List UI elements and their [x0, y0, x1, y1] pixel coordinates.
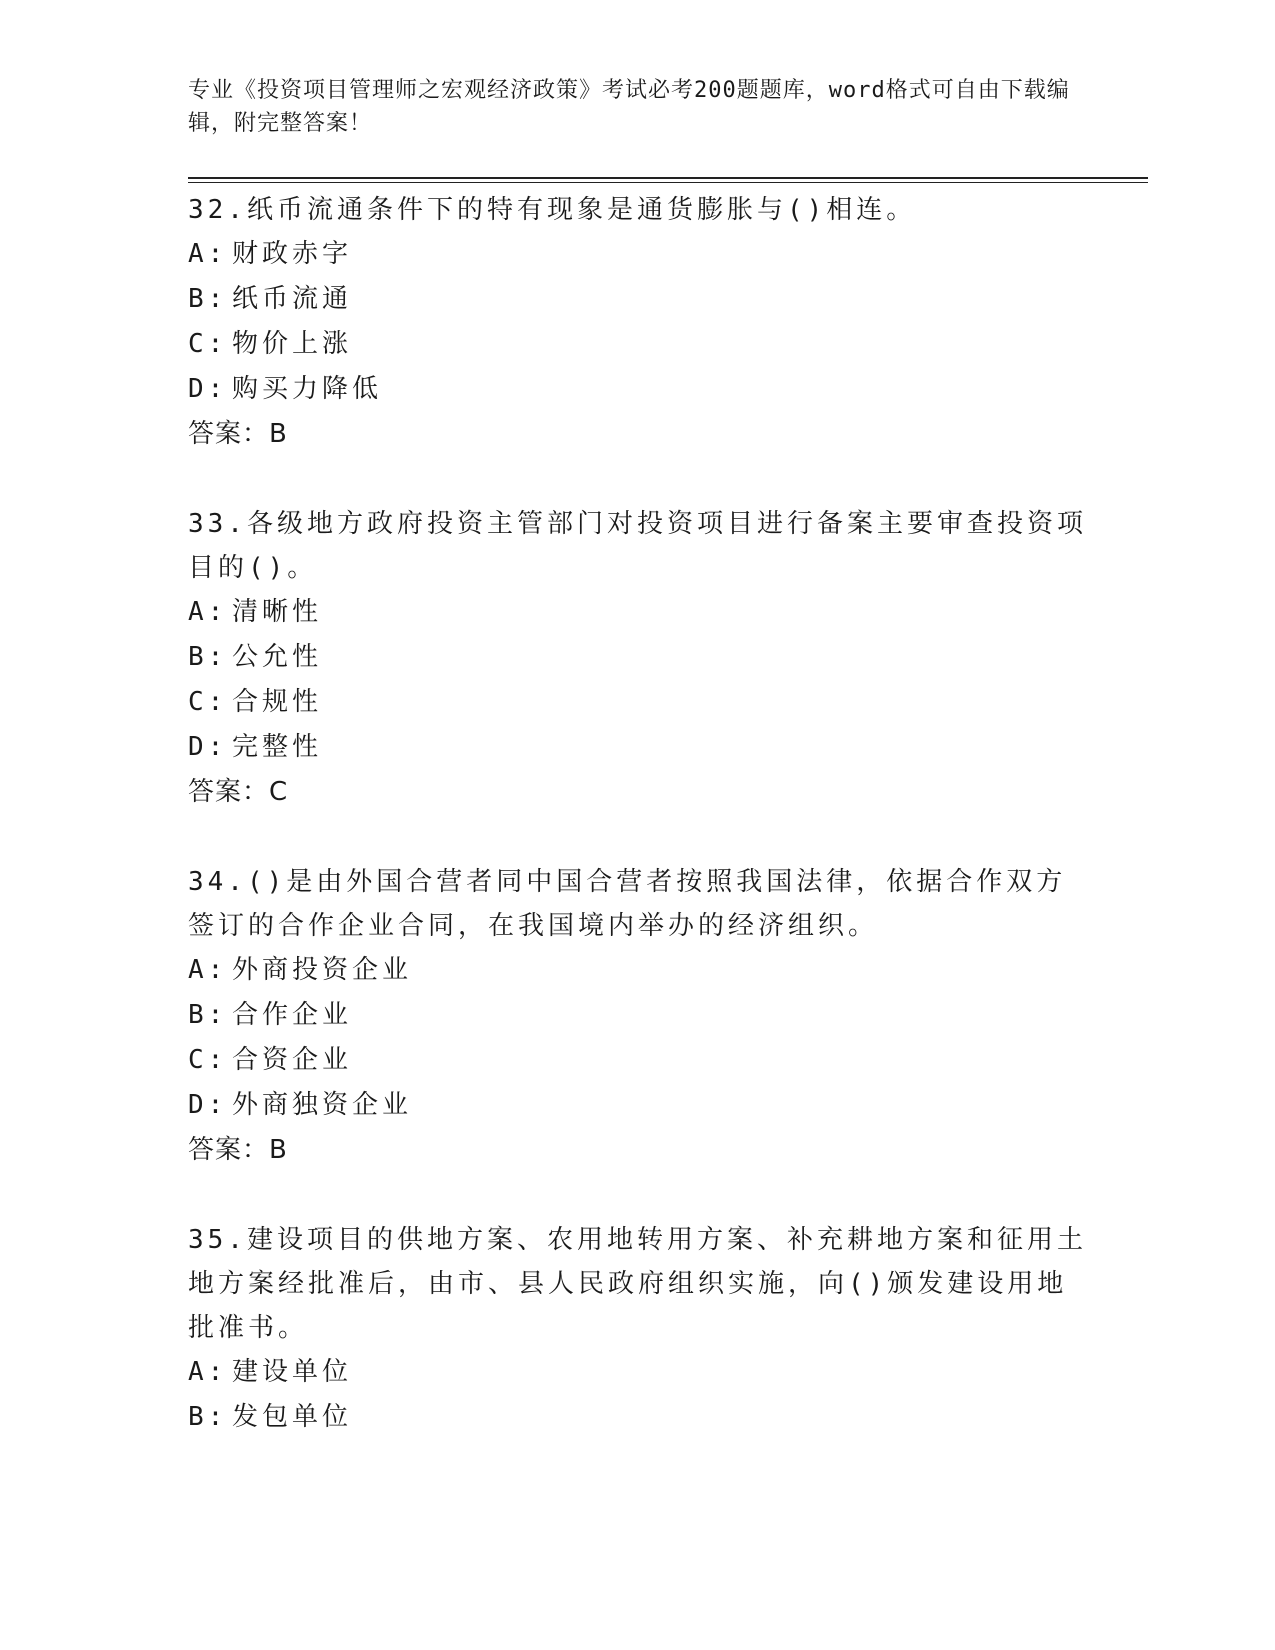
option-text: 合规性 [232, 687, 323, 717]
option-c [188, 1038, 1088, 1083]
header-rule-thin [188, 182, 1148, 183]
question-33 [188, 502, 1088, 815]
option-text: 发包单位 [232, 1402, 353, 1432]
option-b [188, 277, 1088, 322]
option-text: 财政赤字 [232, 239, 353, 269]
option-letter: C: [188, 1045, 228, 1075]
question-text: 34.()是由外国合营者同中国合营者按照我国法律，依据合作双方签订的合作企业合同，在我国境内举办的经济组织。 [188, 867, 1067, 941]
option-letter: A: [188, 1357, 228, 1387]
answer-line: 答案：B [188, 419, 288, 449]
option-d [188, 725, 1088, 770]
document-header: 专业《投资项目管理师之宏观经济政策》考试必考200题题库，word格式可自由下载编辑，附完整答案！ [188, 78, 1070, 136]
option-letter: D: [188, 374, 228, 404]
option-a [188, 1350, 1088, 1395]
option-c [188, 680, 1088, 725]
option-letter: B: [188, 284, 228, 314]
question-list [188, 188, 1088, 1485]
question-text: 33.各级地方政府投资主管部门对投资项目进行备案主要审查投资项目的()。 [188, 509, 1087, 583]
option-letter: B: [188, 1000, 228, 1030]
option-a [188, 948, 1088, 993]
option-text: 纸币流通 [232, 284, 353, 314]
question-text: 35.建设项目的供地方案、农用地转用方案、补充耕地方案和征用土地方案经批准后，由市、县人民政府组织实施，向()颁发建设用地批准书。 [188, 1225, 1087, 1343]
option-b [188, 635, 1088, 680]
option-text: 合资企业 [232, 1045, 353, 1075]
question-35 [188, 1218, 1088, 1440]
option-letter: A: [188, 239, 228, 269]
option-text: 外商投资企业 [232, 955, 413, 985]
option-letter: B: [188, 642, 228, 672]
option-text: 清晰性 [232, 597, 323, 627]
option-letter: C: [188, 687, 228, 717]
option-letter: D: [188, 732, 228, 762]
option-text: 完整性 [232, 732, 323, 762]
option-letter: A: [188, 597, 228, 627]
option-text: 建设单位 [232, 1357, 353, 1387]
option-d [188, 367, 1088, 412]
answer-line: 答案：B [188, 1135, 288, 1165]
option-a [188, 232, 1088, 277]
header-rule-thick [188, 177, 1148, 179]
option-text: 购买力降低 [232, 374, 383, 404]
question-32 [188, 188, 1088, 457]
option-c [188, 322, 1088, 367]
option-letter: B: [188, 1402, 228, 1432]
option-b [188, 993, 1088, 1038]
option-d [188, 1083, 1088, 1128]
option-a [188, 590, 1088, 635]
option-text: 公允性 [232, 642, 323, 672]
question-34 [188, 860, 1088, 1173]
option-text: 外商独资企业 [232, 1090, 413, 1120]
option-letter: A: [188, 955, 228, 985]
question-text: 32.纸币流通条件下的特有现象是通货膨胀与()相连。 [188, 195, 917, 225]
option-text: 物价上涨 [232, 329, 353, 359]
answer-line: 答案：C [188, 777, 289, 807]
option-letter: D: [188, 1090, 228, 1120]
option-text: 合作企业 [232, 1000, 353, 1030]
option-b [188, 1395, 1088, 1440]
option-letter: C: [188, 329, 228, 359]
